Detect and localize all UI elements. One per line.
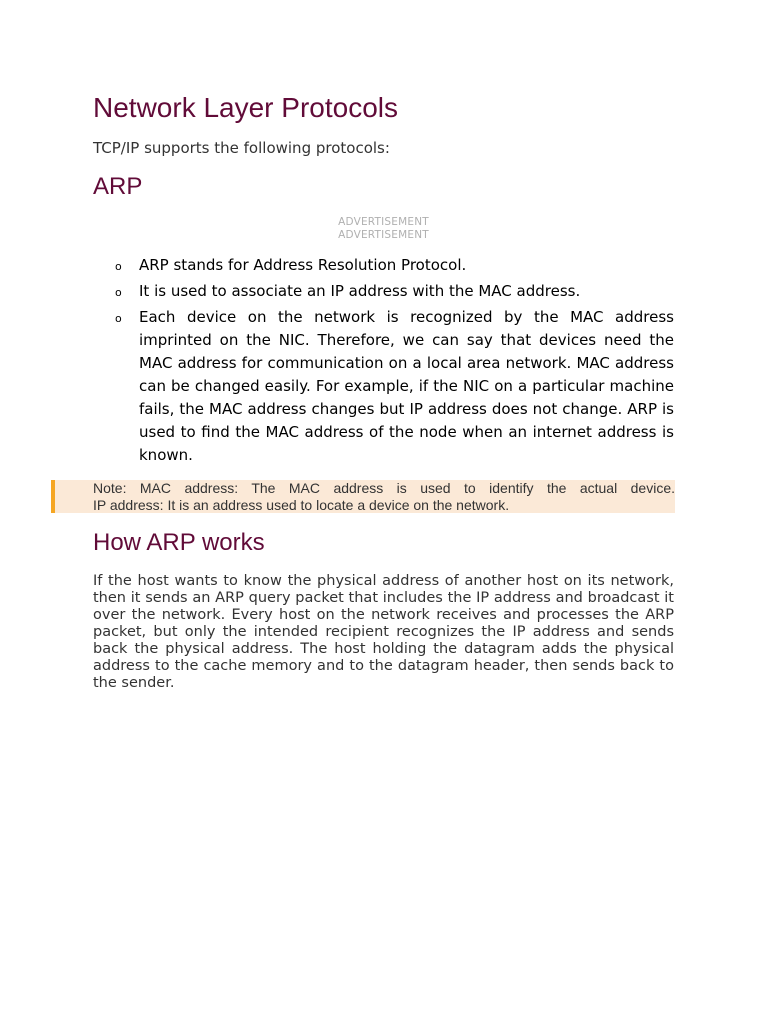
- list-item-text: ARP stands for Address Resolution Protocol.: [139, 256, 467, 274]
- list-item-text: It is used to associate an IP address with the MAC address.: [139, 282, 581, 300]
- page-title: Network Layer Protocols: [93, 92, 399, 123]
- list-item: [93, 254, 674, 277]
- list-item: [93, 306, 674, 467]
- advertisement-label: ADVERTISEMENT: [338, 228, 429, 241]
- note-line-ip: IP address: It is an address used to locate a device on the network.: [93, 496, 510, 513]
- advertisement-label: ADVERTISEMENT: [338, 216, 429, 228]
- note-line-mac: Note: MAC address: The MAC address is used to identify the actual device.: [93, 480, 675, 496]
- note-callout: [51, 480, 675, 513]
- arp-heading: ARP: [93, 173, 143, 200]
- intro-text: TCP/IP supports the following protocols:: [93, 139, 390, 157]
- list-item: [93, 280, 674, 303]
- list-item-text: Each device on the network is recognized by the MAC address imprinted on the NIC. Therefore, we can say that devices need the MAC address for communication on a local area network. MAC address can be changed easily. For example, if the NIC on a particular machine fails, the MAC address changes but IP address does not change. ARP is used to find the MAC address of the node when an internet address is known.: [139, 308, 674, 464]
- circle-bullet-icon: o: [115, 260, 122, 273]
- circle-bullet-icon: o: [115, 286, 122, 299]
- how-arp-works-heading: How ARP works: [93, 529, 265, 556]
- circle-bullet-icon: o: [115, 312, 122, 325]
- advertisement-placeholder: [93, 216, 674, 241]
- how-arp-works-paragraph: If the host wants to know the physical address of another host on its network, then it sends an ARP query packet that includes the IP address and broadcast it over the network. Every host on the network receives and processes the ARP packet, but only the intended recipient recognizes the IP address and sends back the physical address. The host holding the datagram adds the physical address to the cache memory and to the datagram header, then sends back to the sender.: [93, 573, 674, 691]
- arp-bullet-list: [93, 254, 674, 470]
